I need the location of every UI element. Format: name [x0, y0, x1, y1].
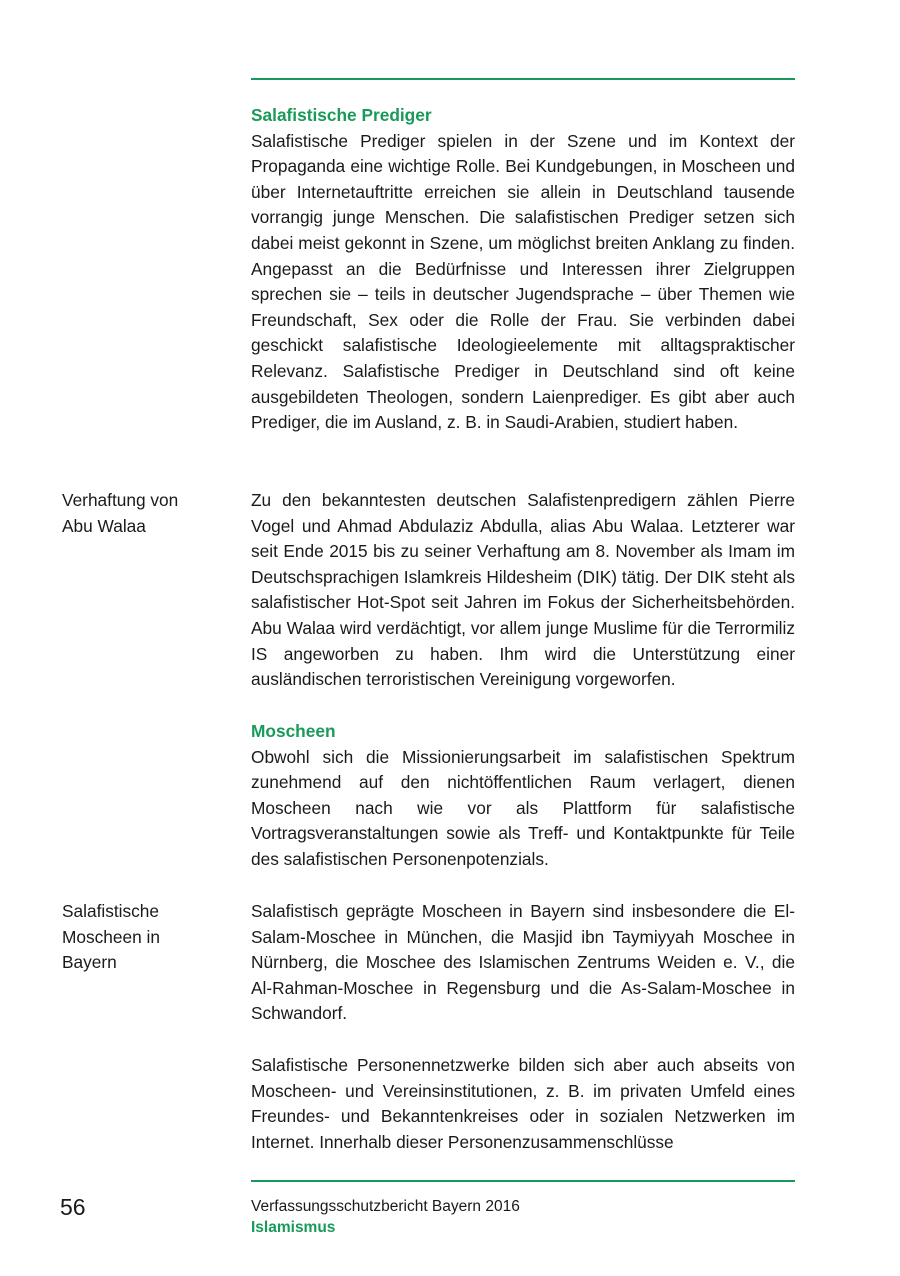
footer-publication: Verfassungsschutzbericht Bayern 2016	[251, 1198, 520, 1215]
bottom-rule	[251, 1180, 795, 1182]
margin-note-bayern: Salafistische Moscheen in Bayern	[62, 901, 160, 973]
paragraph-moscheen: Obwohl sich die Missionierungsarbeit im salafistischen Spektrum zunehmend auf den nichtöffentlichen Raum verlagert, dienen Moscheen nach wie vor als Plattform für salafistische Vortragsveranstaltungen sowie als Treff- und Kontaktpunkte für Teile des salafistischen Personenpotenzials.	[251, 746, 795, 869]
top-rule	[251, 78, 795, 80]
paragraph-abu-walaa: Zu den bekanntesten deutschen Salafistenpredigern zählen Pierre Vogel und Ahmad Abdulaziz Abdulla, alias Abu Walaa. Letzterer war seit Ende 2015 bis zu seiner Verhaftung am 8. November als Imam im Deutschsprachigen Islamkreis Hildesheim (DIK) tätig. Der DIK steht als salafistischer Hot-Spot seit Jahren im Fokus der Sicherheitsbehörden. Abu Walaa wird verdächtigt, vor allem junge Muslime für die Terrormiliz IS angeworben zu haben. Ihm wird die Unterstützung einer ausländischen terroristischen Vereinigung vorgeworfen.	[251, 490, 795, 690]
section-abu-walaa	[251, 488, 795, 693]
section-prediger	[251, 103, 795, 436]
section-netzwerke	[251, 1053, 795, 1155]
footer-section: Islamismus	[251, 1219, 336, 1236]
section-heading-prediger: Salafistische Prediger	[251, 105, 432, 125]
page-number: 56	[60, 1194, 86, 1220]
footer	[251, 1196, 520, 1238]
margin-note-abu-walaa: Verhaftung von Abu Walaa	[62, 490, 179, 536]
paragraph-bayern: Salafistisch geprägte Moscheen in Bayern sind insbesondere die El-Salam-Moschee in München, die Masjid ibn Taymiyyah Moschee in Nürnberg, die Moschee des Islamischen Zentrums Weiden e. V., die Al-Rahman-Moschee in Regensburg und die As-Salam-Moschee in Schwandorf.	[251, 901, 795, 1024]
paragraph-netzwerke: Salafistische Personennetzwerke bilden sich aber auch abseits von Moscheen- und Vereinsinstitutionen, z. B. im privaten Umfeld eines Freundes- und Bekanntenkreises oder in sozialen Netzwerken im Internet. Innerhalb dieser Personenzusammenschlüsse	[251, 1055, 795, 1152]
section-heading-moscheen: Moscheen	[251, 721, 336, 741]
paragraph-prediger: Salafistische Prediger spielen in der Szene und im Kontext der Propaganda eine wichtige Rolle. Bei Kundgebungen, in Moscheen und über Internetauftritte erreichen sie allein in Deutschland tausende vorrangig junge Menschen. Die salafistischen Prediger setzen sich dabei meist gekonnt in Szene, um möglichst breiten Anklang zu finden. Angepasst an die Bedürfnisse und Interessen ihrer Zielgruppen sprechen sie – teils in deutscher Jugendsprache – über Themen wie Freundschaft, Sex oder die Rolle der Frau. Sie verbinden dabei geschickt salafistische Ideologieelemente mit alltagspraktischer Relevanz. Salafistische Prediger in Deutschland sind oft keine ausgebildeten Theologen, sondern Laienprediger. Es gibt aber auch Prediger, die im Ausland, z. B. in Saudi-Arabien, studiert haben.	[251, 130, 795, 433]
section-moscheen	[251, 719, 795, 873]
section-bayern	[251, 899, 795, 1027]
